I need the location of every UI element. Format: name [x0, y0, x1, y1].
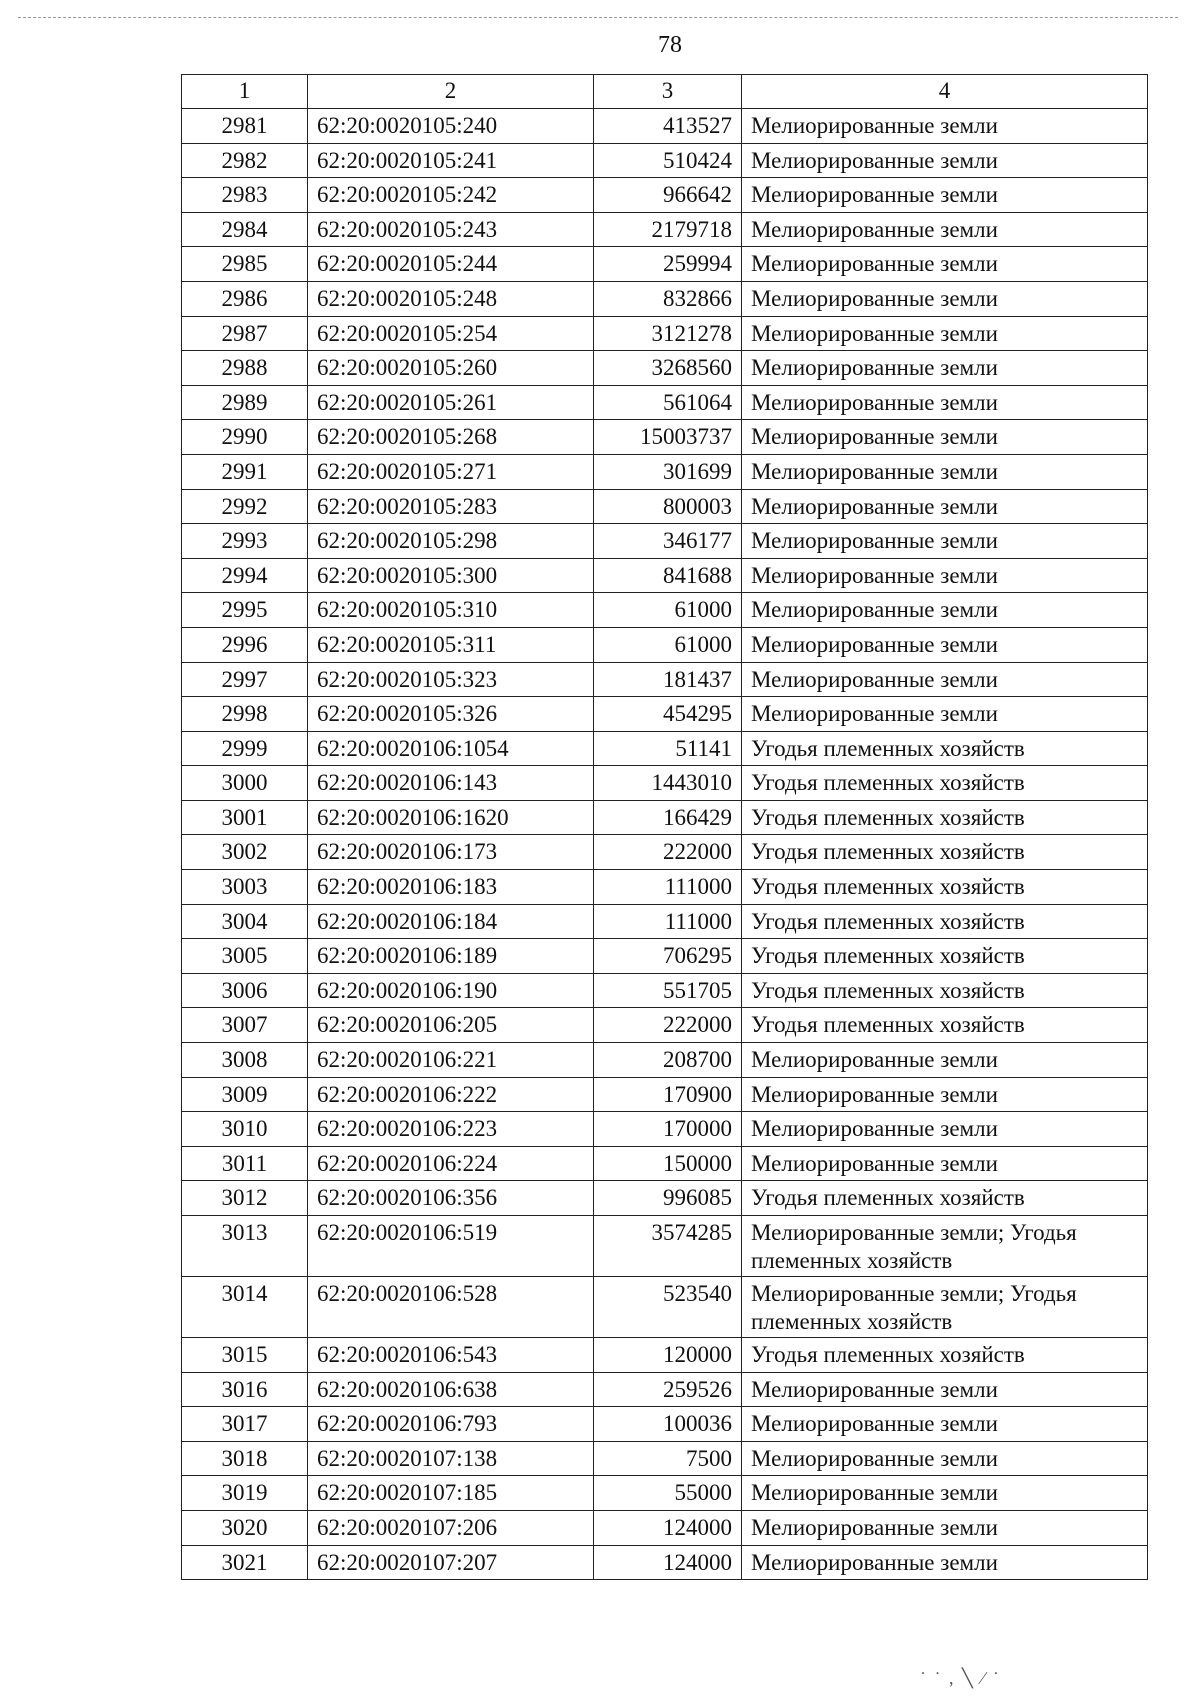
cadastral-number: 62:20:0020105:311 — [308, 627, 594, 662]
row-number: 2982 — [182, 143, 308, 178]
area-value: 551705 — [594, 973, 742, 1008]
cadastral-number: 62:20:0020105:268 — [308, 420, 594, 455]
row-number: 3017 — [182, 1407, 308, 1442]
table-row — [182, 247, 1148, 282]
table-row — [182, 316, 1148, 351]
land-category: Мелиорированные земли — [742, 1476, 1148, 1511]
area-value: 61000 — [594, 627, 742, 662]
table-row — [182, 973, 1148, 1008]
area-value: 454295 — [594, 697, 742, 732]
table-row — [182, 835, 1148, 870]
row-number: 3010 — [182, 1112, 308, 1147]
land-category: Угодья племенных хозяйств — [742, 939, 1148, 974]
row-number: 3008 — [182, 1043, 308, 1078]
cadastral-number: 62:20:0020105:244 — [308, 247, 594, 282]
area-value: 150000 — [594, 1146, 742, 1181]
cadastral-number: 62:20:0020105:310 — [308, 593, 594, 628]
cadastral-number: 62:20:0020105:248 — [308, 281, 594, 316]
row-number: 2997 — [182, 662, 308, 697]
land-category: Мелиорированные земли — [742, 351, 1148, 386]
row-number: 2993 — [182, 524, 308, 559]
land-category: Мелиорированные земли — [742, 627, 1148, 662]
table-row — [182, 178, 1148, 213]
area-value: 259994 — [594, 247, 742, 282]
area-value: 3268560 — [594, 351, 742, 386]
land-category: Мелиорированные земли — [742, 662, 1148, 697]
land-category: Угодья племенных хозяйств — [742, 835, 1148, 870]
cadastral-number: 62:20:0020107:138 — [308, 1441, 594, 1476]
row-number: 3003 — [182, 870, 308, 905]
table-row — [182, 385, 1148, 420]
scan-mark: ˙ ˙ , ╲ ⁄ ˙ — [920, 1668, 1001, 1688]
area-value: 510424 — [594, 143, 742, 178]
land-category: Мелиорированные земли — [742, 697, 1148, 732]
cadastral-number: 62:20:0020106:189 — [308, 939, 594, 974]
area-value: 3121278 — [594, 316, 742, 351]
area-value: 259526 — [594, 1372, 742, 1407]
land-category: Мелиорированные земли — [742, 316, 1148, 351]
row-number: 2992 — [182, 489, 308, 524]
area-value: 301699 — [594, 454, 742, 489]
area-value: 166429 — [594, 800, 742, 835]
cadastral-number: 62:20:0020105:241 — [308, 143, 594, 178]
area-value: 841688 — [594, 558, 742, 593]
cadastral-number: 62:20:0020105:300 — [308, 558, 594, 593]
table-row — [182, 1277, 1148, 1338]
cadastral-number: 62:20:0020107:185 — [308, 1476, 594, 1511]
table-row — [182, 1216, 1148, 1277]
cadastral-number: 62:20:0020106:223 — [308, 1112, 594, 1147]
cadastral-number: 62:20:0020105:240 — [308, 109, 594, 144]
table-body — [182, 109, 1148, 1580]
land-category: Угодья племенных хозяйств — [742, 1338, 1148, 1373]
cadastral-number: 62:20:0020106:190 — [308, 973, 594, 1008]
header-col-1: 1 — [182, 75, 308, 109]
table-row — [182, 1338, 1148, 1373]
row-number: 3012 — [182, 1181, 308, 1216]
table-row — [182, 870, 1148, 905]
row-number: 3009 — [182, 1077, 308, 1112]
area-value: 561064 — [594, 385, 742, 420]
row-number: 2991 — [182, 454, 308, 489]
area-value: 800003 — [594, 489, 742, 524]
cadastral-number: 62:20:0020106:519 — [308, 1216, 594, 1277]
area-value: 996085 — [594, 1181, 742, 1216]
area-value: 55000 — [594, 1476, 742, 1511]
land-category: Мелиорированные земли — [742, 385, 1148, 420]
table-row — [182, 1112, 1148, 1147]
table-row — [182, 1146, 1148, 1181]
land-category: Мелиорированные земли — [742, 281, 1148, 316]
table-header — [182, 75, 1148, 109]
table-row — [182, 1476, 1148, 1511]
land-category: Мелиорированные земли — [742, 558, 1148, 593]
cadastral-number: 62:20:0020106:1054 — [308, 731, 594, 766]
row-number: 3004 — [182, 904, 308, 939]
table-row — [182, 1441, 1148, 1476]
cadastral-number: 62:20:0020106:205 — [308, 1008, 594, 1043]
table-row — [182, 489, 1148, 524]
table-row — [182, 558, 1148, 593]
land-category: Мелиорированные земли — [742, 1146, 1148, 1181]
land-category: Угодья племенных хозяйств — [742, 1181, 1148, 1216]
land-category: Мелиорированные земли — [742, 1112, 1148, 1147]
area-value: 706295 — [594, 939, 742, 974]
area-value: 170900 — [594, 1077, 742, 1112]
row-number: 3021 — [182, 1545, 308, 1580]
cadastral-number: 62:20:0020105:323 — [308, 662, 594, 697]
area-value: 124000 — [594, 1545, 742, 1580]
table-row — [182, 143, 1148, 178]
table-row — [182, 109, 1148, 144]
cadastral-number: 62:20:0020105:242 — [308, 178, 594, 213]
table-row — [182, 766, 1148, 801]
table-row — [182, 662, 1148, 697]
row-number: 3013 — [182, 1216, 308, 1277]
row-number: 2996 — [182, 627, 308, 662]
row-number: 3011 — [182, 1146, 308, 1181]
table-row — [182, 1372, 1148, 1407]
table-row — [182, 1181, 1148, 1216]
cadastral-number: 62:20:0020106:221 — [308, 1043, 594, 1078]
table-row — [182, 697, 1148, 732]
land-category: Мелиорированные земли — [742, 1043, 1148, 1078]
row-number: 3002 — [182, 835, 308, 870]
area-value: 523540 — [594, 1277, 742, 1338]
row-number: 2995 — [182, 593, 308, 628]
cadastral-number: 62:20:0020105:261 — [308, 385, 594, 420]
area-value: 3574285 — [594, 1216, 742, 1277]
table-row — [182, 454, 1148, 489]
cadastral-number: 62:20:0020106:184 — [308, 904, 594, 939]
row-number: 2990 — [182, 420, 308, 455]
row-number: 2988 — [182, 351, 308, 386]
land-category: Мелиорированные земли — [742, 1407, 1148, 1442]
cadastral-number: 62:20:0020105:298 — [308, 524, 594, 559]
row-number: 3007 — [182, 1008, 308, 1043]
row-number: 2981 — [182, 109, 308, 144]
area-value: 170000 — [594, 1112, 742, 1147]
land-category: Угодья племенных хозяйств — [742, 973, 1148, 1008]
land-category: Мелиорированные земли — [742, 109, 1148, 144]
area-value: 124000 — [594, 1510, 742, 1545]
row-number: 2983 — [182, 178, 308, 213]
row-number: 3015 — [182, 1338, 308, 1373]
row-number: 2985 — [182, 247, 308, 282]
land-category: Мелиорированные земли — [742, 1441, 1148, 1476]
cadastral-number: 62:20:0020106:143 — [308, 766, 594, 801]
land-category: Мелиорированные земли — [742, 1372, 1148, 1407]
cadastral-number: 62:20:0020105:243 — [308, 212, 594, 247]
area-value: 966642 — [594, 178, 742, 213]
area-value: 111000 — [594, 870, 742, 905]
header-col-2: 2 — [308, 75, 594, 109]
header-col-3: 3 — [594, 75, 742, 109]
area-value: 222000 — [594, 835, 742, 870]
cadastral-number: 62:20:0020105:271 — [308, 454, 594, 489]
area-value: 7500 — [594, 1441, 742, 1476]
row-number: 3020 — [182, 1510, 308, 1545]
table-row — [182, 1510, 1148, 1545]
area-value: 100036 — [594, 1407, 742, 1442]
area-value: 1443010 — [594, 766, 742, 801]
cadastral-number: 62:20:0020105:326 — [308, 697, 594, 732]
land-category: Мелиорированные земли — [742, 524, 1148, 559]
table-row — [182, 1077, 1148, 1112]
row-number: 2984 — [182, 212, 308, 247]
row-number: 3001 — [182, 800, 308, 835]
area-value: 346177 — [594, 524, 742, 559]
area-value: 222000 — [594, 1008, 742, 1043]
header-col-4: 4 — [742, 75, 1148, 109]
cadastral-number: 62:20:0020106:638 — [308, 1372, 594, 1407]
row-number: 2989 — [182, 385, 308, 420]
land-category: Мелиорированные земли — [742, 143, 1148, 178]
table-row — [182, 1545, 1148, 1580]
area-value: 2179718 — [594, 212, 742, 247]
row-number: 2986 — [182, 281, 308, 316]
cadastral-number: 62:20:0020106:222 — [308, 1077, 594, 1112]
land-category: Угодья племенных хозяйств — [742, 800, 1148, 835]
cadastral-number: 62:20:0020106:173 — [308, 835, 594, 870]
table-row — [182, 1008, 1148, 1043]
row-number: 2994 — [182, 558, 308, 593]
scan-artifact-line — [18, 17, 1178, 18]
row-number: 3005 — [182, 939, 308, 974]
table-row — [182, 1043, 1148, 1078]
row-number: 3014 — [182, 1277, 308, 1338]
area-value: 15003737 — [594, 420, 742, 455]
cadastral-number: 62:20:0020106:224 — [308, 1146, 594, 1181]
cadastral-number: 62:20:0020106:1620 — [308, 800, 594, 835]
row-number: 3019 — [182, 1476, 308, 1511]
area-value: 111000 — [594, 904, 742, 939]
cadastral-number: 62:20:0020106:183 — [308, 870, 594, 905]
table-row — [182, 731, 1148, 766]
table-row — [182, 281, 1148, 316]
land-parcel-table — [181, 74, 1148, 1580]
cadastral-number: 62:20:0020105:283 — [308, 489, 594, 524]
land-category: Угодья племенных хозяйств — [742, 731, 1148, 766]
cadastral-number: 62:20:0020106:543 — [308, 1338, 594, 1373]
land-category: Мелиорированные земли — [742, 593, 1148, 628]
land-category: Угодья племенных хозяйств — [742, 1008, 1148, 1043]
table-row — [182, 593, 1148, 628]
row-number: 3000 — [182, 766, 308, 801]
cadastral-number: 62:20:0020107:207 — [308, 1545, 594, 1580]
table-row — [182, 800, 1148, 835]
cadastral-number: 62:20:0020106:793 — [308, 1407, 594, 1442]
row-number: 3006 — [182, 973, 308, 1008]
land-category: Мелиорированные земли — [742, 1545, 1148, 1580]
area-value: 832866 — [594, 281, 742, 316]
table-row — [182, 904, 1148, 939]
land-category: Угодья племенных хозяйств — [742, 870, 1148, 905]
land-category: Мелиорированные земли — [742, 1510, 1148, 1545]
cadastral-number: 62:20:0020106:528 — [308, 1277, 594, 1338]
cadastral-number: 62:20:0020106:356 — [308, 1181, 594, 1216]
land-category: Угодья племенных хозяйств — [742, 766, 1148, 801]
table-row — [182, 1407, 1148, 1442]
page-number: 78 — [658, 32, 682, 58]
table-row — [182, 524, 1148, 559]
land-category: Мелиорированные земли — [742, 247, 1148, 282]
cadastral-number: 62:20:0020105:254 — [308, 316, 594, 351]
land-category: Мелиорированные земли — [742, 212, 1148, 247]
land-category: Мелиорированные земли — [742, 420, 1148, 455]
land-category: Угодья племенных хозяйств — [742, 904, 1148, 939]
table-row — [182, 212, 1148, 247]
area-value: 51141 — [594, 731, 742, 766]
row-number: 3016 — [182, 1372, 308, 1407]
cadastral-number: 62:20:0020105:260 — [308, 351, 594, 386]
land-category: Мелиорированные земли; Угодья племенных хозяйств — [742, 1216, 1148, 1277]
table-row — [182, 420, 1148, 455]
row-number: 2987 — [182, 316, 308, 351]
header-row — [182, 75, 1148, 109]
land-category: Мелиорированные земли; Угодья племенных хозяйств — [742, 1277, 1148, 1338]
row-number: 3018 — [182, 1441, 308, 1476]
land-category: Мелиорированные земли — [742, 454, 1148, 489]
area-value: 181437 — [594, 662, 742, 697]
table-row — [182, 351, 1148, 386]
land-category: Мелиорированные земли — [742, 1077, 1148, 1112]
area-value: 120000 — [594, 1338, 742, 1373]
land-category: Мелиорированные земли — [742, 178, 1148, 213]
table-row — [182, 939, 1148, 974]
row-number: 2999 — [182, 731, 308, 766]
area-value: 413527 — [594, 109, 742, 144]
area-value: 61000 — [594, 593, 742, 628]
table-row — [182, 627, 1148, 662]
row-number: 2998 — [182, 697, 308, 732]
land-category: Мелиорированные земли — [742, 489, 1148, 524]
area-value: 208700 — [594, 1043, 742, 1078]
cadastral-number: 62:20:0020107:206 — [308, 1510, 594, 1545]
